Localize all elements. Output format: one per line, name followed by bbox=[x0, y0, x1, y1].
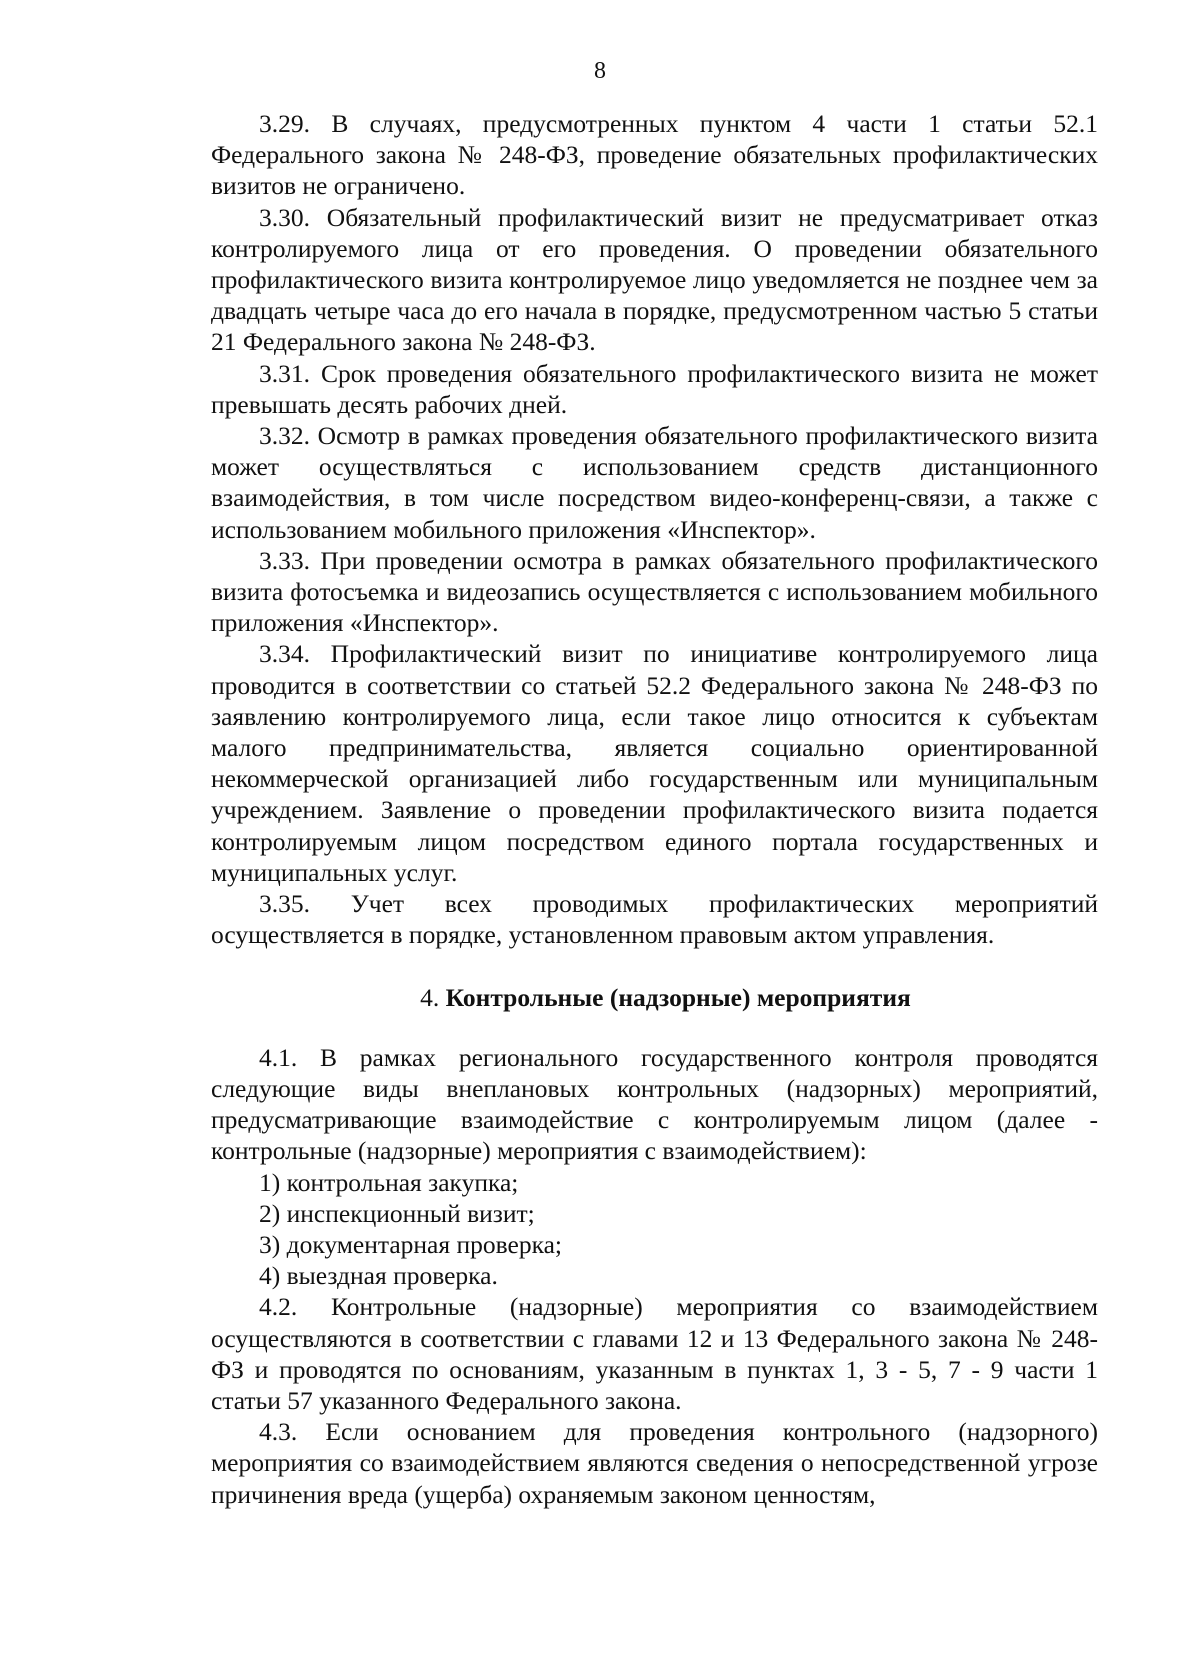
section-heading-number: 4. bbox=[420, 983, 440, 1013]
paragraph-3-35: 3.35. Учет всех проводимых профилактических мероприятий осуществляется в порядке, установленном правовым актом управления. bbox=[211, 889, 1098, 950]
paragraph-3-29: 3.29. В случаях, предусмотренных пунктом 4 части 1 статьи 52.1 Федерального закона № 248-ФЗ, проведение обязательных профилактических визитов не ограничено. bbox=[211, 109, 1098, 201]
list-item: 1) контрольная закупка; bbox=[259, 1167, 519, 1197]
list-item: 3) документарная проверка; bbox=[259, 1229, 562, 1259]
document-body bbox=[211, 108, 1098, 1510]
page-number: 8 bbox=[594, 58, 606, 84]
paragraph-3-32: 3.32. Осмотр в рамках проведения обязательного профилактического визита может осуществляться с использованием средств дистанционного взаимодействия, в том числе посредством видео-конференц-связи, а также с использованием мобильного приложения «Инспектор». bbox=[211, 421, 1098, 544]
paragraph-4-3: 4.3. Если основанием для проведения контрольного (надзорного) мероприятия со взаимодействием являются сведения о непосредственной угрозе причинения вреда (ущерба) охраняемым законом ценностям, bbox=[211, 1417, 1098, 1509]
list-item: 2) инспекционный визит; bbox=[259, 1198, 535, 1228]
paragraph-4-2: 4.2. Контрольные (надзорные) мероприятия со взаимодействием осуществляются в соответствии с главами 12 и 13 Федерального закона № 248-ФЗ и проводятся по основаниям, указанным в пунктах 1, 3 - 5, 7 - 9 части 1 статьи 57 указанного Федерального закона. bbox=[211, 1292, 1098, 1415]
section-heading bbox=[211, 982, 1098, 1013]
paragraph-3-30: 3.30. Обязательный профилактический визит не предусматривает отказ контролируемого лица от его проведения. О проведении обязательного профилактического визита контролируемое лицо уведомляется не позднее чем за двадцать четыре часа до его начала в порядке, предусмотренном частью 5 статьи 21 Федерального закона № 248-ФЗ. bbox=[211, 202, 1098, 357]
section-heading-title: Контрольные (надзорные) мероприятия bbox=[445, 983, 911, 1013]
paragraph-3-33: 3.33. При проведении осмотра в рамках обязательного профилактического визита фотосъемка и видеозапись осуществляется с использованием мобильного приложения «Инспектор». bbox=[211, 545, 1098, 638]
list-item: 4) выездная проверка. bbox=[259, 1261, 498, 1291]
paragraph-4-1: 4.1. В рамках регионального государственного контроля проводятся следующие виды внеплановых контрольных (надзорных) мероприятий, предусматривающие взаимодействие с контролируемым лицом (далее - контрольные (надзорные) мероприятия с взаимодействием): bbox=[211, 1042, 1098, 1166]
paragraph-3-31: 3.31. Срок проведения обязательного профилактического визита не может превышать десять рабочих дней. bbox=[211, 358, 1098, 419]
paragraph-3-34: 3.34. Профилактический визит по инициативе контролируемого лица проводится в соответствии со статьей 52.2 Федерального закона № 248-ФЗ по заявлению контролируемого лица, если такое лицо относится к субъектам малого предпринимательства, является социально ориентированной некоммерческой организацией либо государственным или муниципальным учреждением. Заявление о проведении профилактического визита подается контролируемым лицом посредством единого портала государственных и муниципальных услуг. bbox=[211, 639, 1098, 887]
